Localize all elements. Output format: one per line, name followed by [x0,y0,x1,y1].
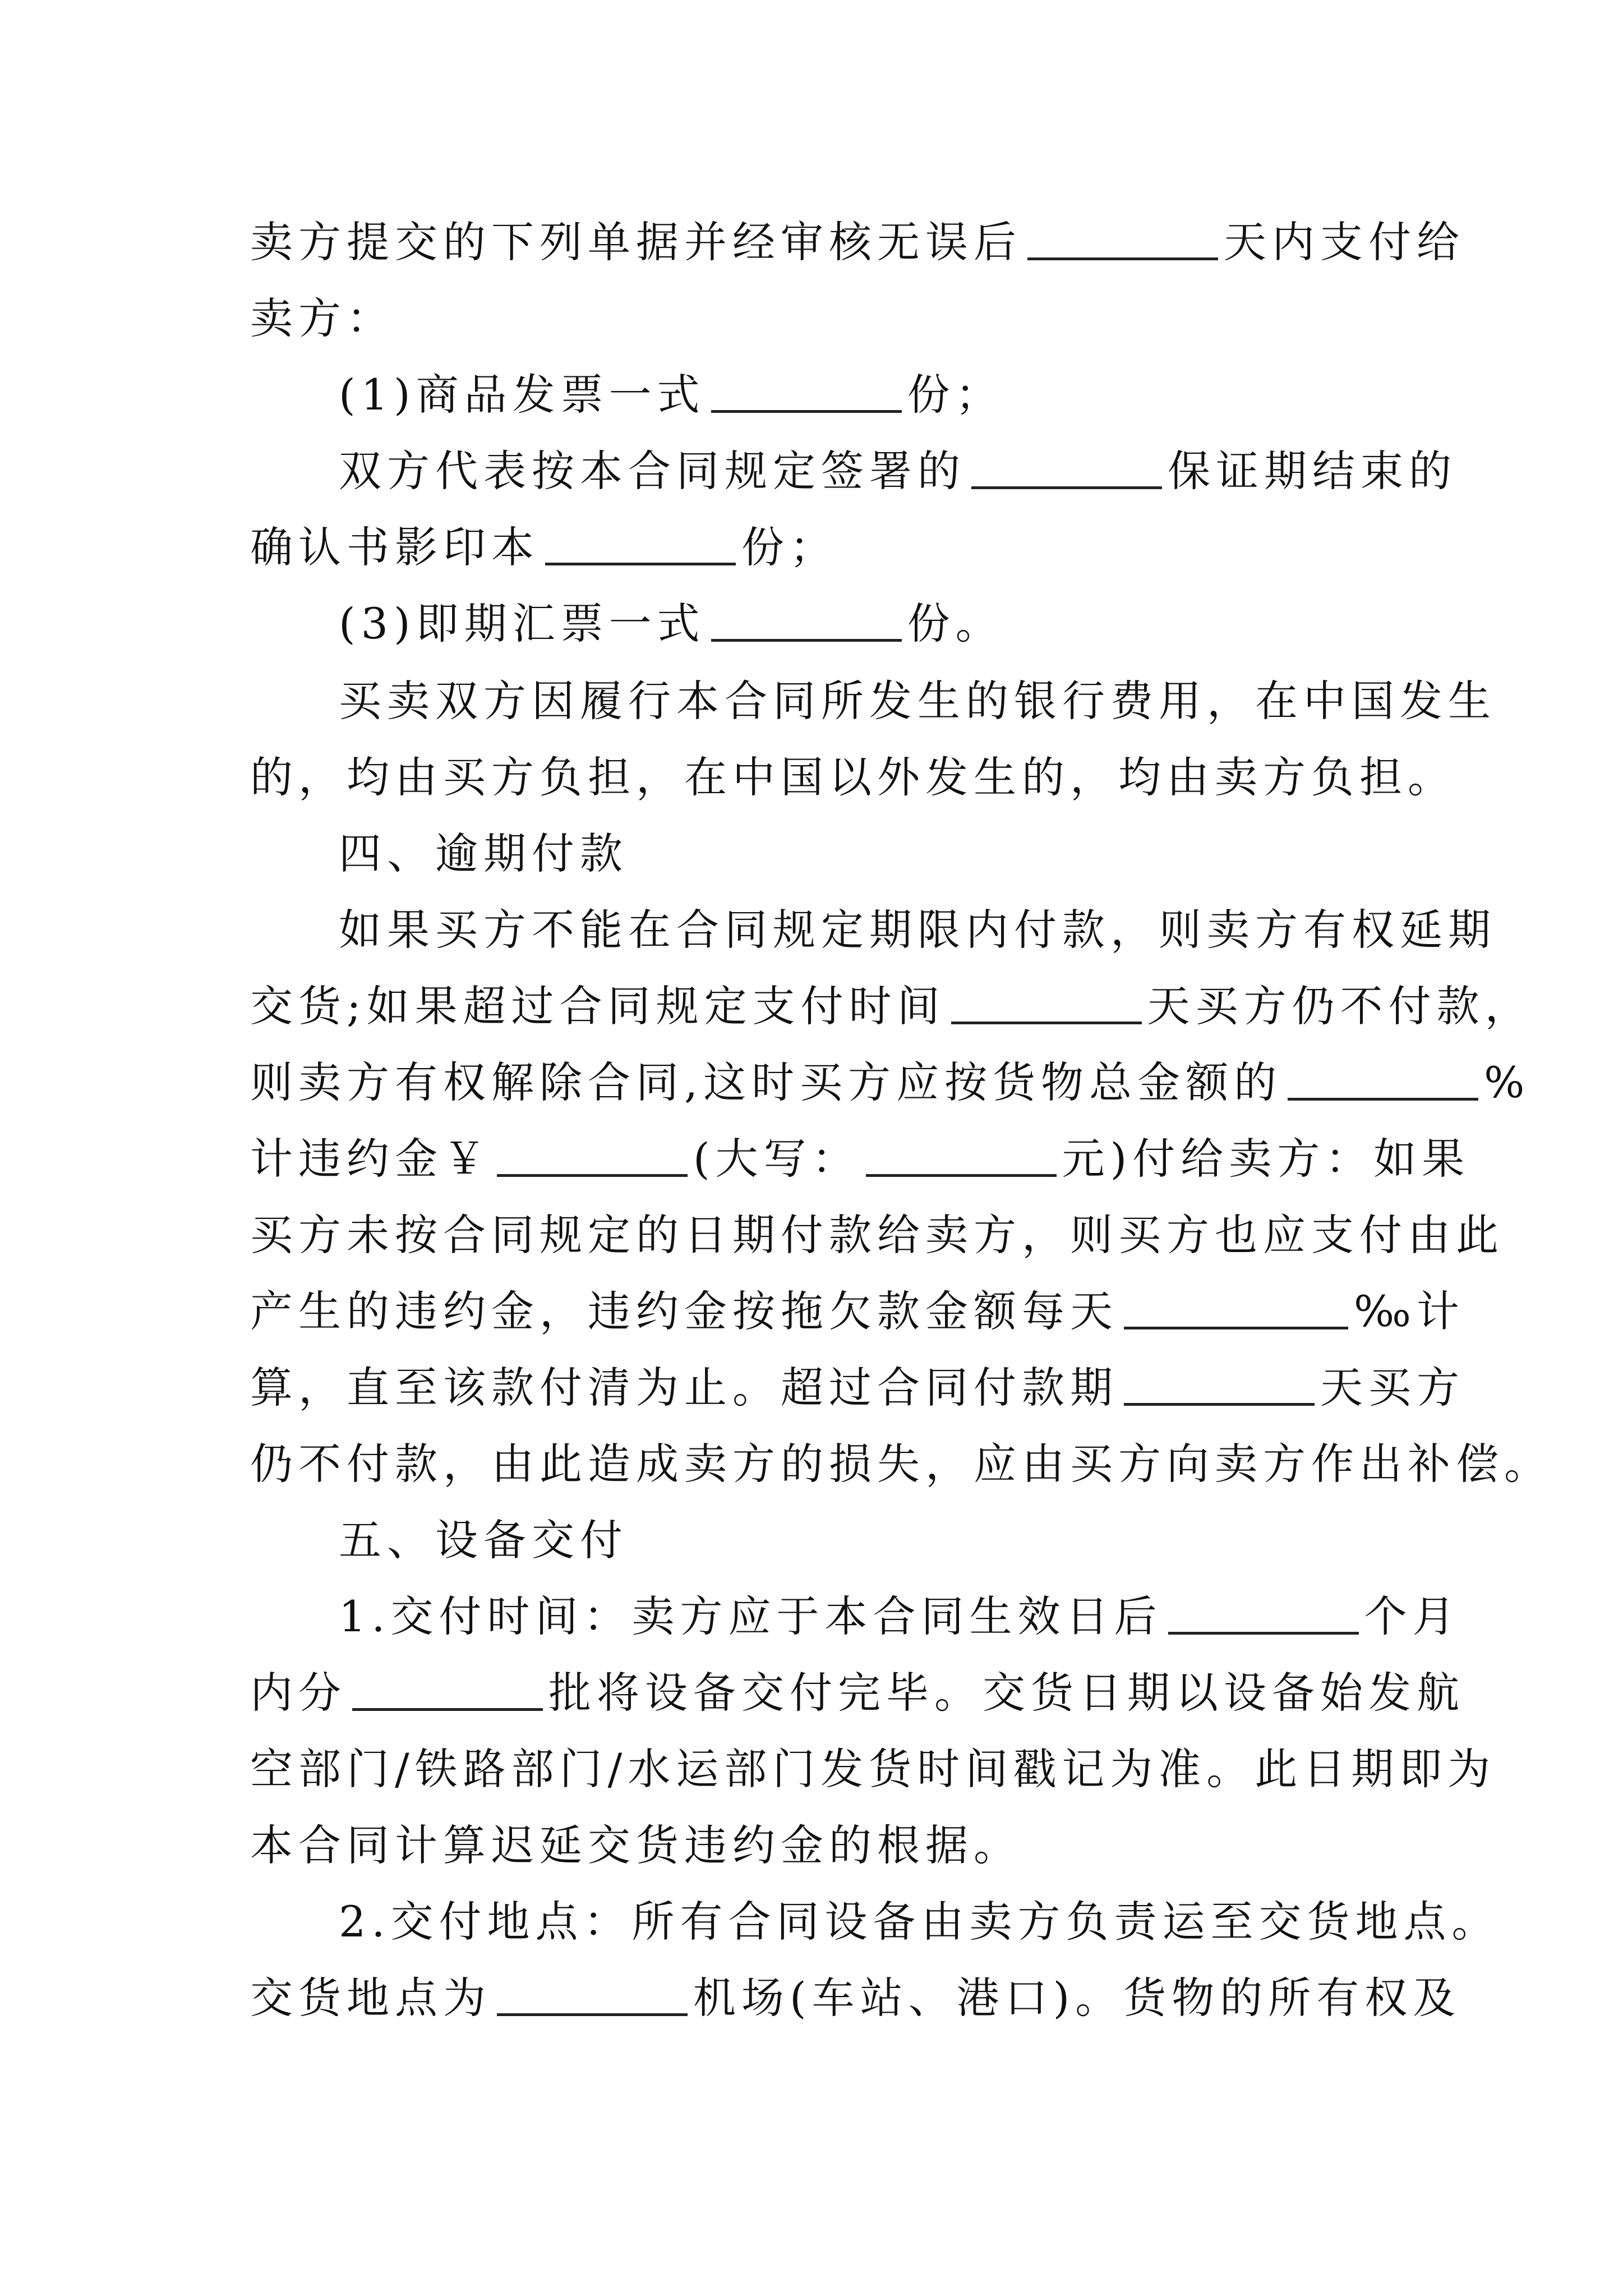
line-20-text-a: 内分 [250,1668,347,1718]
heading-5-text: 五、设备交付 [339,1515,628,1565]
text-line-11 [0,967,1623,1046]
text-line-15 [0,1272,1623,1351]
line-4-text-a: 双方代表按本合同规定签署的 [339,446,966,496]
text-line-21 [0,1730,1623,1809]
line-5-text-b: 份； [741,522,838,572]
line-2-text: 卖方： [250,293,395,343]
line-6-text-a: (3)即期汇票一式 [339,599,706,648]
line-10-text: 如果买方不能在合同规定期限内付款，则卖方有权延期 [339,905,1496,955]
text-line-5 [0,508,1623,587]
line-3-text-b: 份； [907,370,1004,420]
line-5-text-a: 确认书影印本 [250,522,540,572]
fill-blank-batches [352,1671,543,1711]
line-16-text-b: 天买方 [1320,1363,1465,1412]
line-17-text: 仍不付款，由此造成卖方的损失，应由买方向卖方作出补偿。 [250,1439,1552,1489]
line-22-text: 本合同计算迟延交货违约金的根据。 [250,1820,1022,1870]
text-line-22 [0,1806,1623,1885]
line-1-text-a: 卖方提交的下列单据并经审核无误后 [250,217,1022,267]
text-line-3 [0,356,1623,434]
line-13-text-a: 计违约金￥ [250,1134,491,1184]
fill-blank-invoice-copies [711,373,902,413]
text-line-2 [0,279,1623,358]
line-16-text-a: 算，直至该款付清为止。超过合同付款期 [250,1363,1118,1412]
line-3-text-a: (1)商品发票一式 [339,370,706,420]
text-line-8 [0,738,1623,817]
fill-blank-overdue-days [951,984,1142,1024]
line-23-text: 2.交付地点：所有合同设备由卖方负责运至交货地点。 [339,1897,1500,1947]
fill-blank-amount-in-words [866,1137,1057,1177]
text-line-6 [0,585,1623,663]
text-line-14 [0,1196,1623,1274]
line-1-text-b: 天内支付给 [1224,217,1465,267]
line-21-text: 空部门/铁路部门/水运部门发货时间戳记为准。此日期即为 [250,1744,1496,1794]
text-line-12 [0,1043,1623,1122]
fill-blank-days-payment [1027,220,1218,260]
line-13-text-c: 元)付给卖方：如果 [1062,1134,1470,1184]
fill-blank-payment-period-days [1124,1366,1315,1406]
text-line-16 [0,1349,1623,1427]
line-6-text-b: 份。 [907,599,1004,648]
text-line-10 [0,891,1623,969]
line-20-text-b: 批将设备交付完毕。交货日期以设备始发航 [548,1668,1465,1718]
line-4-text-b: 保证期结束的 [1168,446,1457,496]
fill-blank-copy-count [545,526,736,565]
line-13-text-b: (大写： [693,1134,860,1184]
line-24-text-b: 机场(车站、港口)。货物的所有权及 [693,1973,1461,2023]
text-line-19 [0,1577,1623,1656]
line-15-text-b: ‰计 [1354,1286,1465,1336]
text-line-4 [0,432,1623,510]
line-24-text-a: 交货地点为 [250,1973,491,2023]
line-14-text: 买方未按合同规定的日期付款给卖方，则买方也应支付由此 [250,1210,1504,1260]
text-line-1 [0,203,1623,282]
line-7-text: 买卖双方因履行本合同所发生的银行费用，在中国发生 [339,676,1496,726]
fill-blank-daily-rate [1124,1290,1348,1329]
line-12-text-a: 则卖方有权解除合同,这时买方应按货物总金额的 [250,1057,1283,1107]
heading-4-text: 四、逾期付款 [339,829,628,878]
line-12-text-b: % [1484,1057,1530,1107]
line-19-text-a: 1.交付时间：卖方应于本合同生效日后 [339,1591,1163,1641]
fill-blank-delivery-airport [497,1976,688,2016]
line-19-text-b: 个月 [1364,1591,1461,1641]
text-line-17 [0,1425,1623,1503]
line-11-text-b: 天买方仍不付款， [1147,981,1533,1031]
text-line-7 [0,662,1623,740]
fill-blank-draft-copies [711,602,902,642]
text-line-24 [0,1959,1623,2037]
line-11-text-a: 交货;如果超过合同规定支付时间 [250,981,946,1031]
text-line-13 [0,1120,1623,1198]
fill-blank-penalty-amount [497,1137,688,1177]
line-8-text: 的，均由买方负担，在中国以外发生的，均由卖方负担。 [250,752,1456,802]
line-15-text-a: 产生的违约金，违约金按拖欠款金额每天 [250,1286,1118,1336]
fill-blank-months [1168,1595,1359,1635]
text-line-20 [0,1654,1623,1732]
fill-blank-penalty-percent [1288,1061,1478,1101]
section-heading-overdue-payment [0,815,1623,893]
section-heading-equipment-delivery [0,1501,1623,1580]
text-line-23 [0,1883,1623,1961]
fill-blank-signed-doc [971,449,1162,489]
